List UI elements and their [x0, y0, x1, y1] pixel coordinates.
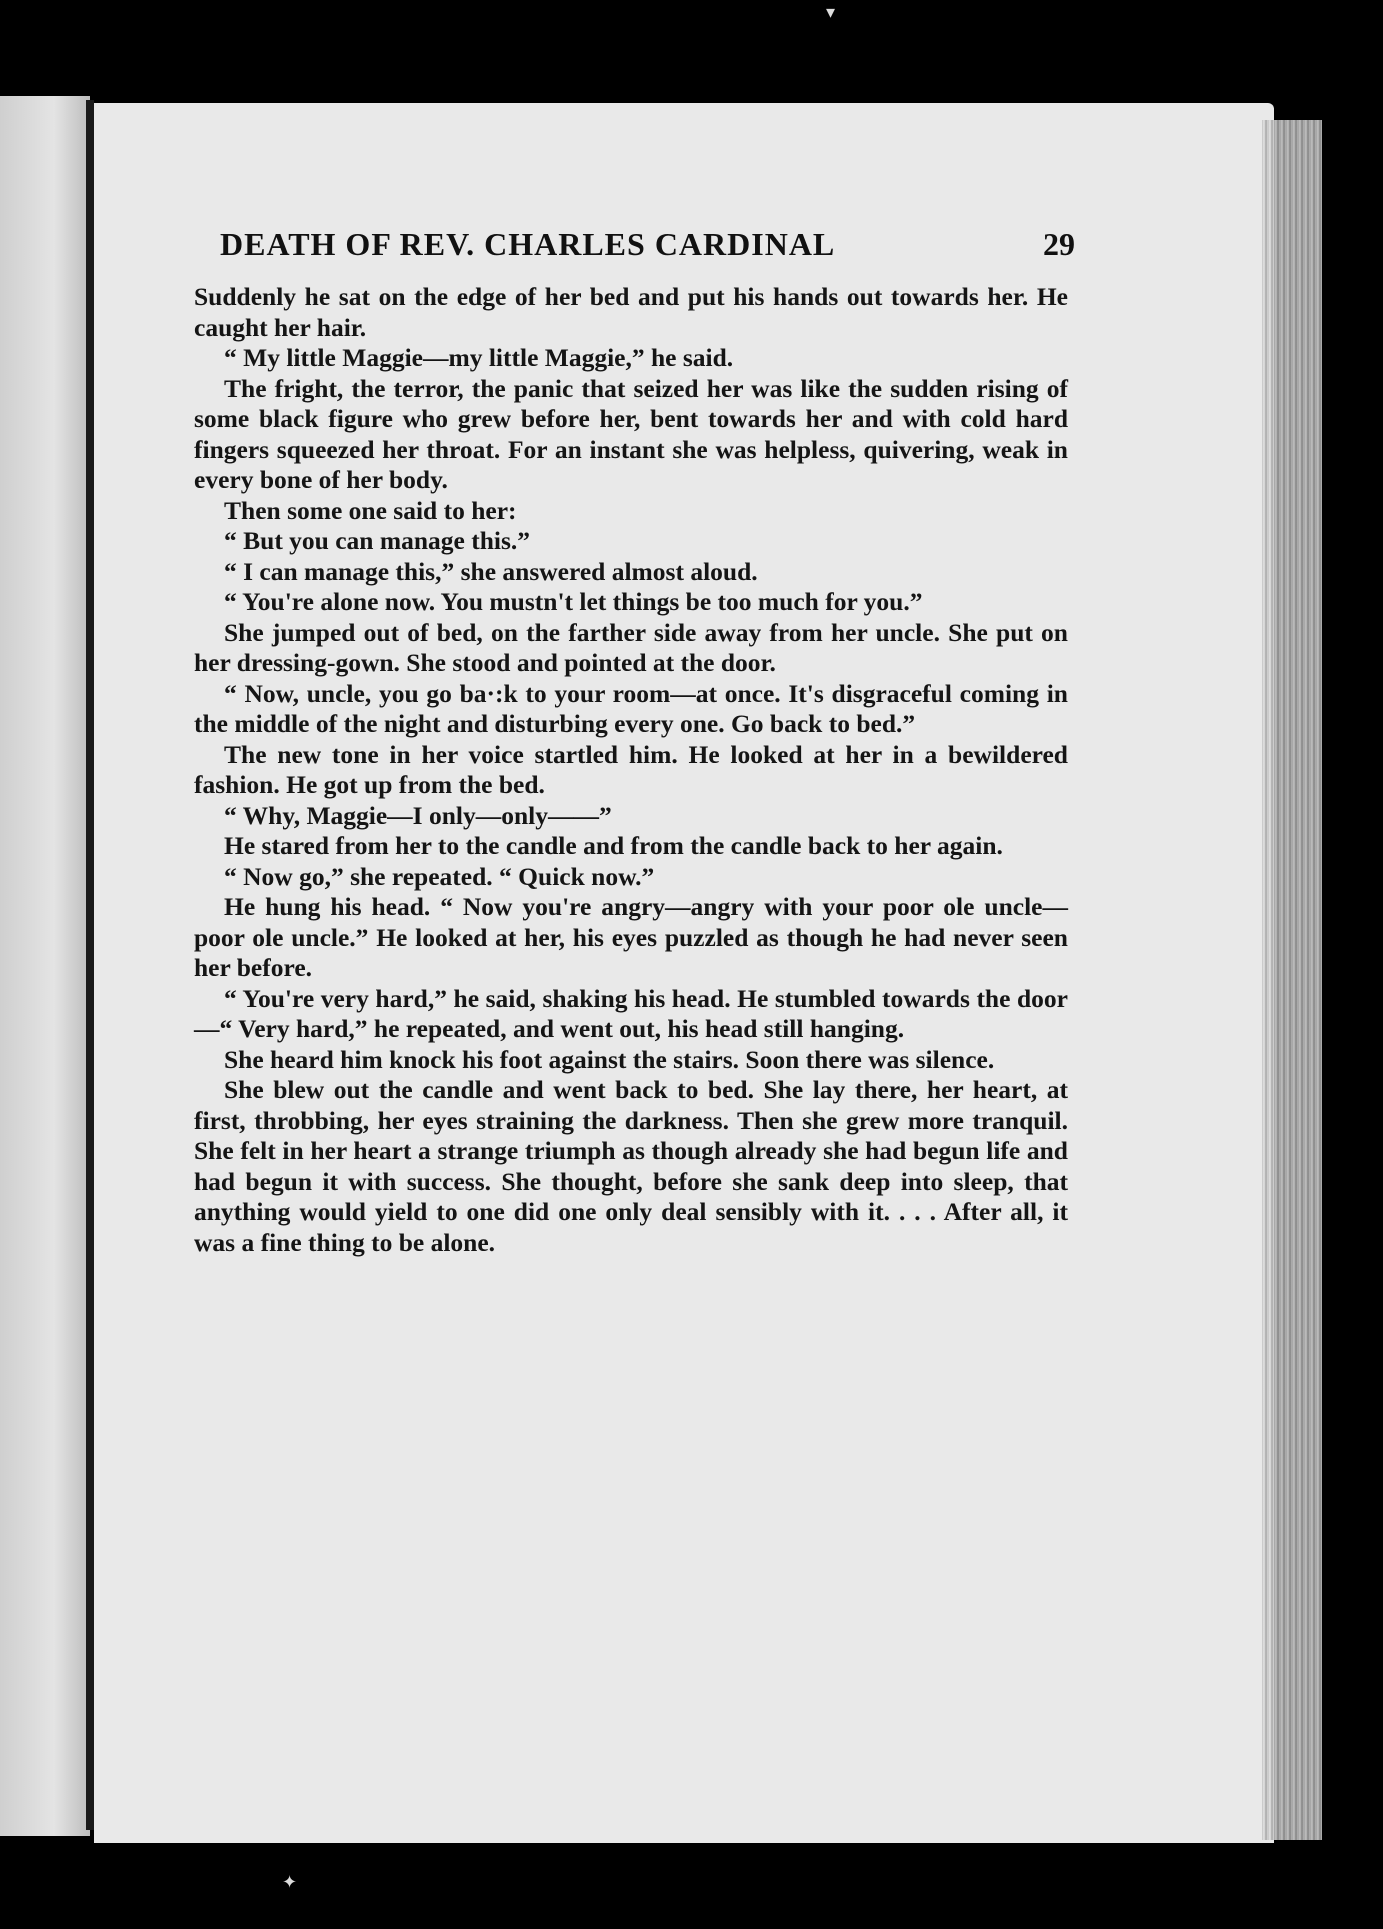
- scan-speck: ▾: [826, 2, 836, 22]
- paragraph: He hung his head. “ Now you're angry—angry with your poor ole uncle—poor ole uncle.” He looked at her, his eyes puzzled as though he had never seen her before.: [194, 892, 1068, 982]
- body-text: [194, 282, 1068, 1258]
- scan-speck: ✦: [282, 1872, 298, 1892]
- paragraph: The new tone in her voice startled him. He looked at her in a bewildered fashion. He got up from the bed.: [194, 739, 1068, 799]
- left-page-edge: [0, 96, 90, 1836]
- paragraph: Then some one said to her:: [224, 495, 517, 525]
- page-stack-edge: [1262, 120, 1322, 1840]
- paragraph: “ You're alone now. You mustn't let things be too much for you.”: [224, 587, 923, 616]
- running-title: DEATH OF REV. CHARLES CARDINAL: [220, 226, 836, 262]
- book-gutter: [86, 100, 94, 1830]
- paragraph: She heard him knock his foot against the stairs. Soon there was silence.: [224, 1044, 995, 1074]
- paragraph: Suddenly he sat on the edge of her bed and put his hands out towards her. He caught her hair.: [194, 282, 1068, 342]
- paragraph: “ My little Maggie—my little Maggie,” he said.: [224, 343, 734, 372]
- running-header: [220, 226, 1075, 272]
- paragraph: She jumped out of bed, on the farther side away from her uncle. She put on her dressing-gown. She stood and pointed at the door.: [194, 617, 1068, 677]
- paragraph: “ Why, Maggie—I only—only——”: [224, 800, 612, 830]
- paragraph: “ But you can manage this.”: [224, 526, 531, 555]
- paragraph: “ Now, uncle, you go ba·:k to your room—at once. It's disgraceful coming in the middle of the night and disturbing every one. Go back to bed.”: [194, 678, 1068, 738]
- paragraph: She blew out the candle and went back to bed. She lay there, her heart, at first, throbbing, her eyes straining the darkness. Then she grew more tranquil. She felt in her heart a strange triumph as though already she had begun life and had begun it with success. She thought, before she sank deep into sleep, that anything would yield to one did one only deal sensibly with it. . . . After all, it was a fine thing to be alone.: [194, 1075, 1068, 1257]
- paragraph: “ You're very hard,” he said, shaking his head. He stumbled towards the door—“ Very hard,” he repeated, and went out, his head still hanging.: [194, 983, 1068, 1043]
- paragraph: He stared from her to the candle and from the candle back to her again.: [224, 831, 1003, 860]
- paragraph: “ I can manage this,” she answered almost aloud.: [224, 556, 758, 586]
- page-number: 29: [1043, 226, 1075, 262]
- paragraph: “ Now go,” she repeated. “ Quick now.”: [224, 861, 655, 891]
- paragraph: The fright, the terror, the panic that seized her was like the sudden rising of some black figure who grew before her, bent towards her and with cold hard fingers squeezed her throat. For an instant she was helpless, quivering, weak in every bone of her body.: [194, 373, 1068, 494]
